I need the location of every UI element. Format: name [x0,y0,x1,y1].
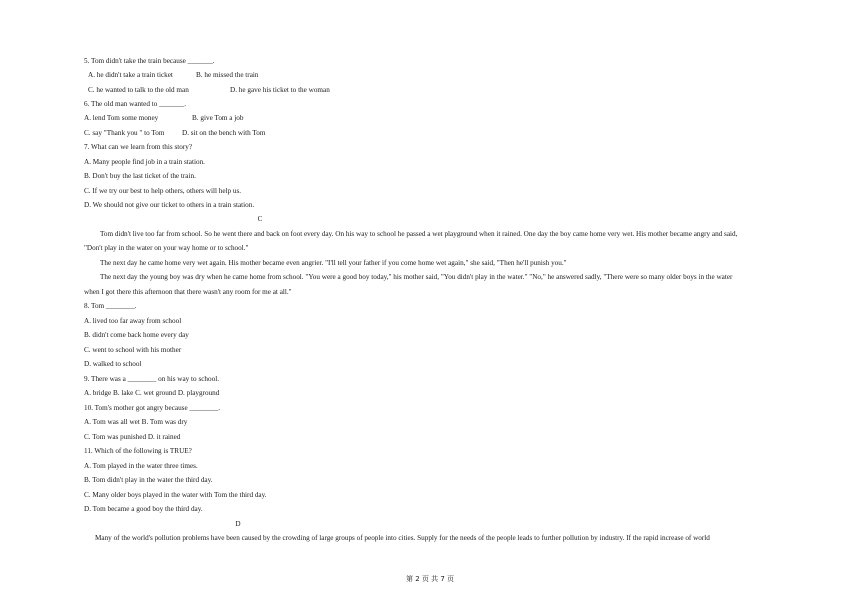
q5-option-d: D. he gave his ticket to the woman [230,86,330,94]
q10-stem: 10. Tom's mother got angry because ________. [84,404,220,412]
section-c-paragraph-1-line-2: "Don't play in the water on your way home or to school." [84,244,249,252]
q5-option-c: C. he wanted to talk to the old man [88,86,189,94]
page-number-footer: 第 2 页 共 7 页 [405,575,455,583]
q8-option-a: A. lived too far away from school [84,317,182,325]
q5-option-a: A. he didn't take a train ticket [88,71,173,79]
q11-option-b: B. Tom didn't play in the water the third day. [84,476,213,484]
q7-option-c: C. If we try our best to help others, others will help us. [84,187,242,195]
section-c-paragraph-1-line-1: Tom didn't live too far from school. So he went there and back on foot every day. On his way to school he passed a wet playground when it rained. One day the boy came home very wet. His mother became angry and said, [100,230,738,238]
q11-option-c: C. Many older boys played in the water with Tom the third day. [84,491,267,499]
q11-option-d: D. Tom became a good boy the third day. [84,505,203,513]
q8-option-d: D. walked to school [84,360,142,368]
q6-stem: 6. The old man wanted to _______. [84,100,187,108]
q6-option-b: B. give Tom a job [192,114,244,122]
section-c-paragraph-3-line-1: The next day the young boy was dry when he came home from school. "You were a good boy today," his mother said, "You didn't play in the water." "No," he answered sadly, "There were so many older boys in the water [100,273,733,281]
q8-option-c: C. went to school with his mother [84,346,182,354]
q11-option-a: A. Tom played in the water three times. [84,462,198,470]
q6-option-a: A. lend Tom some money [84,114,159,122]
section-d-heading: D [235,520,241,528]
q8-option-b: B. didn't come back home every day [84,331,189,339]
q7-option-a: A. Many people find job in a train station. [84,158,205,166]
section-c-paragraph-3-line-2: when I got there this afternoon that there wasn't any room for me at all." [84,288,292,296]
q6-option-d: D. sit on the bench with Tom [182,129,266,137]
q9-options: A. bridge B. lake C. wet ground D. playground [84,389,220,397]
q9-stem: 9. There was a ________ on his way to school. [84,375,220,383]
q7-option-d: D. We should not give our ticket to others in a train station. [84,201,255,209]
q10-options-cd: C. Tom was punished D. it rained [84,433,181,441]
q7-option-b: B. Don't buy the last ticket of the train. [84,172,196,180]
q10-options-ab: A. Tom was all wet B. Tom was dry [84,418,188,426]
q8-stem: 8. Tom ________. [84,302,137,310]
section-d-paragraph-1-line-1: Many of the world's pollution problems have been caused by the crowding of large groups of people into cities. Supply for the needs of the people leads to further pollution by industry. If the rapid increase of world [95,534,710,542]
q6-option-c: C. say "Thank you " to Tom [84,129,165,137]
q11-stem: 11. Which of the following is TRUE? [84,447,192,455]
q7-stem: 7. What can we learn from this story? [84,143,193,151]
q5-option-b: B. he missed the train [196,71,259,79]
section-c-paragraph-2: The next day he came home very wet again. His mother became even angrier. "I'll tell your father if you come home wet again," she said, "Then he'll punish you." [100,259,567,267]
q5-stem: 5. Tom didn't take the train because _______. [84,57,215,65]
section-c-heading: C [257,215,263,223]
